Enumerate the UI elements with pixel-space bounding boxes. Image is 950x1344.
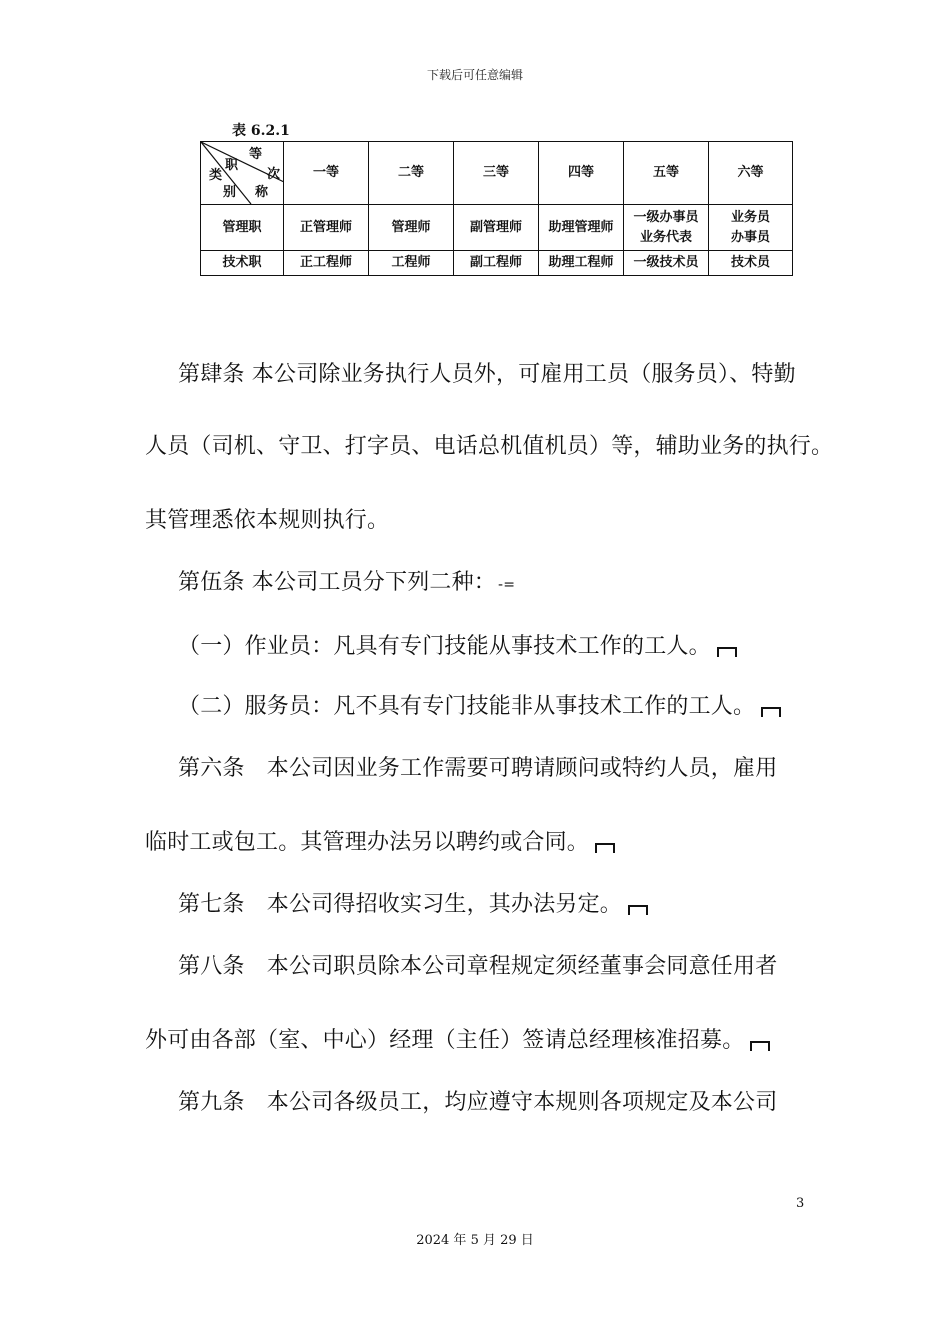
column-header: 二等 — [369, 142, 454, 205]
table-cell: 管理师 — [369, 205, 454, 251]
row-label: 管理职 — [201, 205, 284, 251]
paragraph-line — [145, 432, 834, 462]
table-caption: 表 6.2.1 — [232, 123, 290, 139]
line-text: 第八条 本公司职员除本公司章程规定须经董事会同意任用者 — [178, 954, 778, 979]
table-cell: 工程师 — [369, 251, 454, 276]
table-cell: 副管理师 — [454, 205, 539, 251]
column-header: 四等 — [539, 142, 624, 205]
paragraph-line — [178, 952, 858, 982]
paragraph-line — [178, 692, 858, 722]
paragraph-line — [178, 754, 858, 784]
table-cell: 助理工程师 — [539, 251, 624, 276]
table-header-row — [201, 142, 793, 205]
paragraph-mark-icon — [628, 905, 648, 915]
paragraph-line — [178, 890, 858, 920]
paragraph-mark-icon — [595, 843, 615, 853]
corner-label-zhi: 职 — [225, 158, 239, 173]
paragraph-line — [145, 1026, 825, 1056]
paragraph-line — [178, 568, 858, 600]
table-row — [201, 251, 793, 276]
table-cell: 正管理师 — [284, 205, 369, 251]
line-text: 第七条 本公司得招收实习生，其办法另定。 — [178, 892, 623, 917]
line-text: 第六条 本公司因业务工作需要可聘请顾问或特约人员，雇用 — [178, 756, 778, 781]
column-header: 六等 — [709, 142, 793, 205]
line-text: 第肆条 本公司除业务执行人员外，可雇用工员（服务员）、特勤 — [178, 362, 796, 387]
page-header: 下载后可任意编辑 — [426, 68, 523, 82]
paragraph-line — [145, 506, 825, 536]
table-cell: 正工程师 — [284, 251, 369, 276]
table-corner-cell — [201, 142, 284, 205]
line-text: 外可由各部（室、中心）经理（主任）签请总经理核准招募。 — [145, 1028, 745, 1053]
paragraph-line — [178, 360, 858, 390]
column-header: 一等 — [284, 142, 369, 205]
column-header: 三等 — [454, 142, 539, 205]
line-text: 第伍条 本公司工员分下列二种： — [178, 570, 496, 595]
table-cell — [624, 205, 709, 251]
table-cell: 技术员 — [709, 251, 793, 276]
cell-line: 一级办事员 — [633, 209, 699, 225]
table-cell: 一级技术员 — [624, 251, 709, 276]
table-cell: 助理管理师 — [539, 205, 624, 251]
line-text: 第九条 本公司各级员工，均应遵守本规则各项规定及本公司 — [178, 1090, 778, 1115]
line-text: 人员（司机、守卫、打字员、电话总机值机员）等，辅助业务的执行。 — [145, 434, 834, 459]
paragraph-mark-icon — [717, 647, 737, 657]
paragraph-mark-icon — [761, 707, 781, 717]
page-number: 3 — [796, 1196, 805, 1211]
page-footer-date: 2024 年 5 月 29 日 — [416, 1233, 534, 1248]
line-text: （二）服务员：凡不具有专门技能非从事技术工作的工人。 — [178, 694, 756, 719]
cell-line: 办事员 — [730, 229, 770, 245]
line-text: 其管理悉依本规则执行。 — [145, 508, 390, 533]
paragraph-mark-icon — [750, 1041, 770, 1051]
row-label: 技术职 — [201, 251, 284, 276]
table-row — [201, 205, 793, 251]
table-cell — [709, 205, 793, 251]
table-cell: 副工程师 — [454, 251, 539, 276]
cell-line: 业务代表 — [639, 229, 692, 245]
paragraph-line — [178, 632, 858, 662]
column-header: 五等 — [624, 142, 709, 205]
line-text: 临时工或包工。其管理办法另以聘约或合同。 — [145, 830, 590, 855]
corner-label-deng: 等 — [249, 147, 263, 162]
grade-table — [200, 141, 793, 276]
paragraph-line — [178, 1088, 858, 1118]
corner-label-ci: 次 — [267, 167, 281, 182]
stray-mark: -= — [498, 577, 516, 593]
corner-label-bie: 别 — [223, 185, 237, 200]
corner-label-lei: 类 — [209, 168, 223, 183]
line-text: （一）作业员：凡具有专门技能从事技术工作的工人。 — [178, 634, 711, 659]
corner-label-cheng: 称 — [255, 185, 269, 200]
paragraph-line — [145, 828, 825, 858]
cell-line: 业务员 — [730, 209, 770, 225]
